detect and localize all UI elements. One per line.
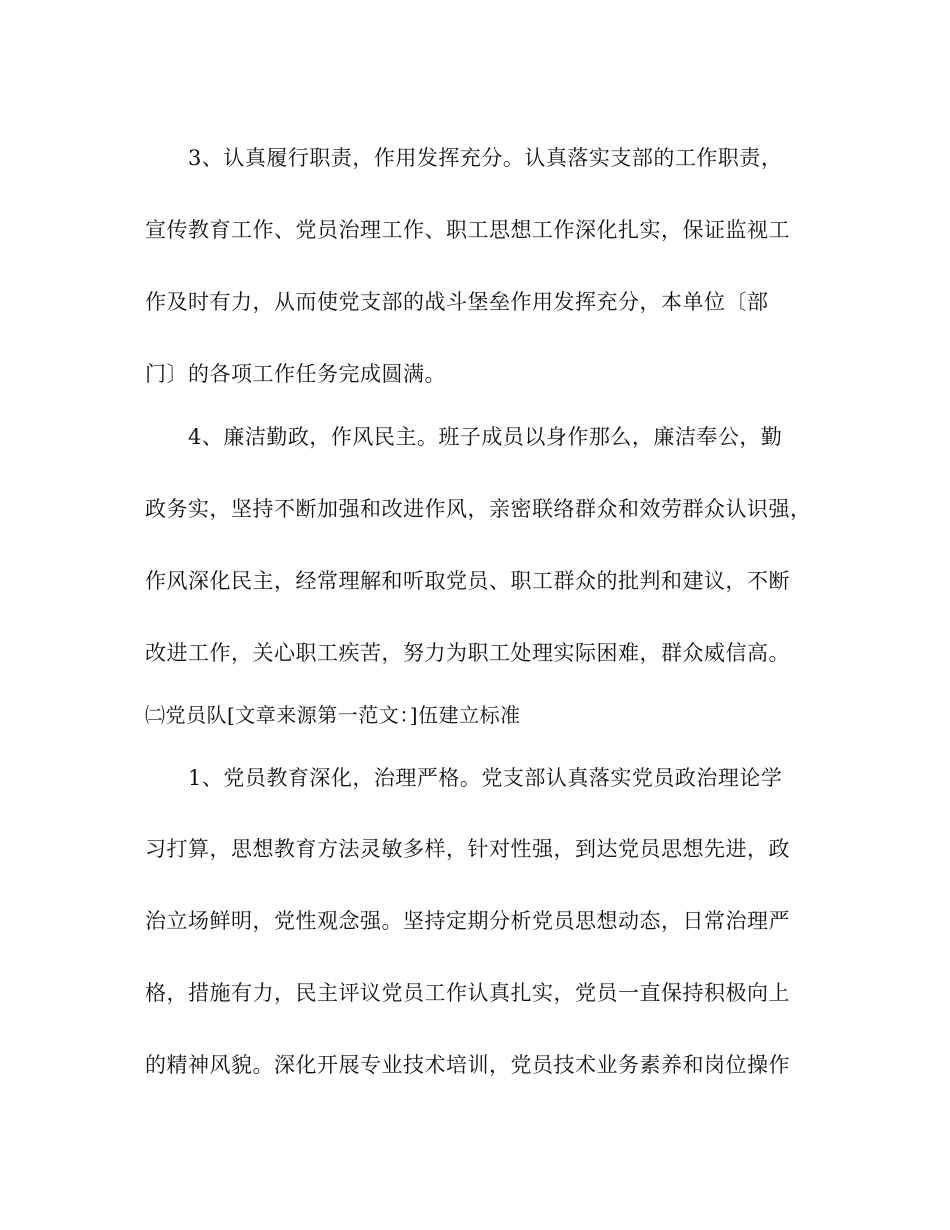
- paragraph-3-line-4: 门〕的各项工作任务完成圆满。: [145, 362, 446, 386]
- paragraph-3-line-1: 3、认真履行职责，作用发挥充分。认真落实支部的工作职责，: [188, 146, 783, 170]
- paragraph-4-line-4: 改进工作，关心职工疾苦，努力为职工处理实际困难，群众威信高。: [145, 641, 790, 665]
- paragraph-3-line-3: 作及时有力，从而使党支部的战斗堡垒作用发挥充分，本单位〔部: [145, 290, 769, 314]
- paragraph-1-line-3: 治立场鲜明，党性观念强。坚持定期分析党员思想动态，日常治理严: [145, 909, 790, 933]
- paragraph-1-line-1: 1、党员教育深化，治理严格。党支部认真落实党员政治理论学: [188, 766, 783, 790]
- paragraph-4-line-2: 政务实，坚持不断加强和改进作风，亲密联络群众和效劳群众认识强，: [145, 497, 812, 521]
- paragraph-1-line-4: 格，措施有力，民主评议党员工作认真扎实，党员一直保持积极向上: [145, 981, 790, 1005]
- paragraph-1-line-5: 的精神风貌。深化开展专业技术培训，党员技术业务素养和岗位操作: [145, 1053, 790, 1077]
- paragraph-1-line-2: 习打算，思想教育方法灵敏多样，针对性强，到达党员思想先进，政: [145, 837, 790, 861]
- paragraph-4-line-3: 作风深化民主，经常理解和听取党员、职工群众的批判和建议，不断: [145, 569, 790, 593]
- section-heading: ㈡党员队[文章来源第一范文：]伍建立标准: [145, 703, 521, 727]
- paragraph-3-line-2: 宣传教育工作、党员治理工作、职工思想工作深化扎实，保证监视工: [145, 218, 790, 242]
- paragraph-4-line-1: 4、廉洁勤政，作风民主。班子成员以身作那么，廉洁奉公，勤: [188, 425, 783, 449]
